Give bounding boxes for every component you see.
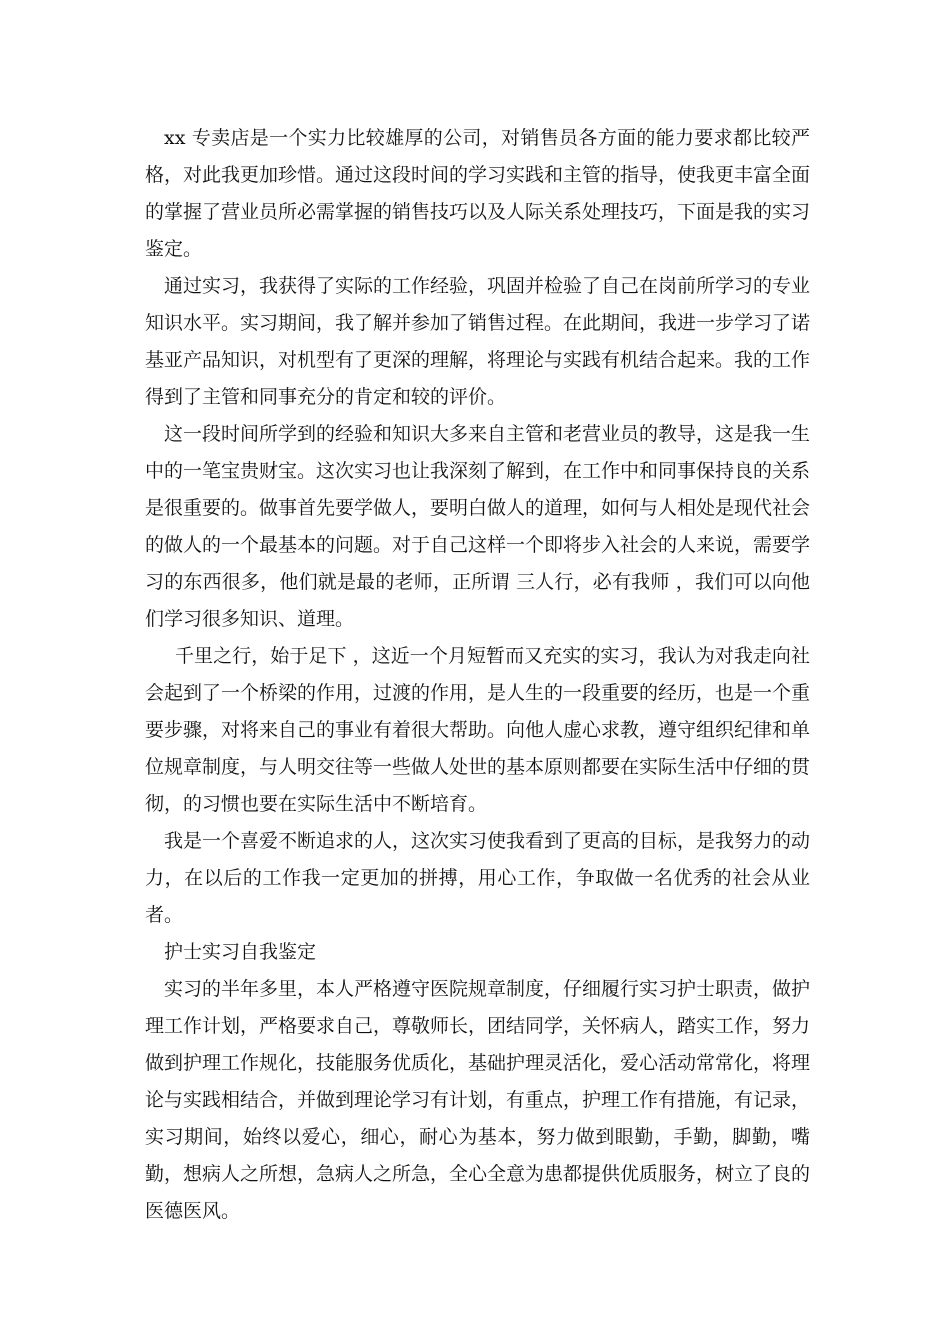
paragraph-learning: 这一段时间所学到的经验和知识大多来自主管和老营业员的教导，这是我一生中的一笔宝贵财宝。这次实习也让我深刻了解到，在工作中和同事保持良的关系是很重要的。做事首先要学做人，要明白做人的道理，如何与人相处是现代社会的做人的一个最基本的问题。对于自己这样一个即将步入社会的人来说，需要学习的东西很多，他们就是最的老师，正所谓 三人行，必有我师 ，我们可以向他们学习很多知识、道理。: [145, 423, 811, 630]
paragraph-nurse-internship: 实习的半年多里，本人严格遵守医院规章制度，仔细履行实习护士职责，做护理工作计划，严格要求自己，尊敬师长，团结同学，关怀病人，踏实工作，努力做到护理工作规化，技能服务优质化，基础护理灵活化，爱心活动常常化，将理论与实践相结合，并做到理论学习有计划，有重点，护理工作有措施，有记录，实习期间，始终以爱心，细心，耐心为基本，努力做到眼勤，手勤，脚勤，嘴勤，想病人之所想，急病人之所急，全心全意为患都提供优质服务，树立了良的医德医风。: [145, 978, 811, 1222]
paragraph-experience: 通过实习，我获得了实际的工作经验，巩固并检验了自己在岗前所学习的专业知识水平。实习期间，我了解并参加了销售过程。在此期间，我进一步学习了诺基亚产品知识，对机型有了更深的理解，将理论与实践有机结合起来。我的工作得到了主管和同事充分的肯定和较的评价。: [145, 275, 811, 408]
document-body: [145, 120, 810, 1230]
paragraph-goals: 我是一个喜爱不断追求的人，这次实习使我看到了更高的目标，是我努力的动力，在以后的工作我一定更加的拼搏，用心工作，争取做一名优秀的社会从业者。: [145, 830, 811, 926]
paragraph-intro: xx 专卖店是一个实力比较雄厚的公司，对销售员各方面的能力要求都比较严格，对此我更加珍惜。通过这段时间的学习实践和主管的指导，使我更丰富全面的掌握了营业员所必需掌握的销售技巧以及人际关系处理技巧，下面是我的实习鉴定。: [145, 127, 811, 260]
section-heading-nurse: 护士实习自我鉴定: [164, 941, 317, 963]
paragraph-journey: 千里之行，始于足下 ，这近一个月短暂而又充实的实习，我认为对我走向社会起到了一个桥梁的作用，过渡的作用，是人生的一段重要的经历，也是一个重要步骤，对将来自己的事业有着很大帮助。向他人虚心求教，遵守组织纪律和单位规章制度，与人明交往等一些做人处世的基本原则都要在实际生活中仔细的贯彻，的习惯也要在实际生活中不断培育。: [145, 645, 811, 815]
